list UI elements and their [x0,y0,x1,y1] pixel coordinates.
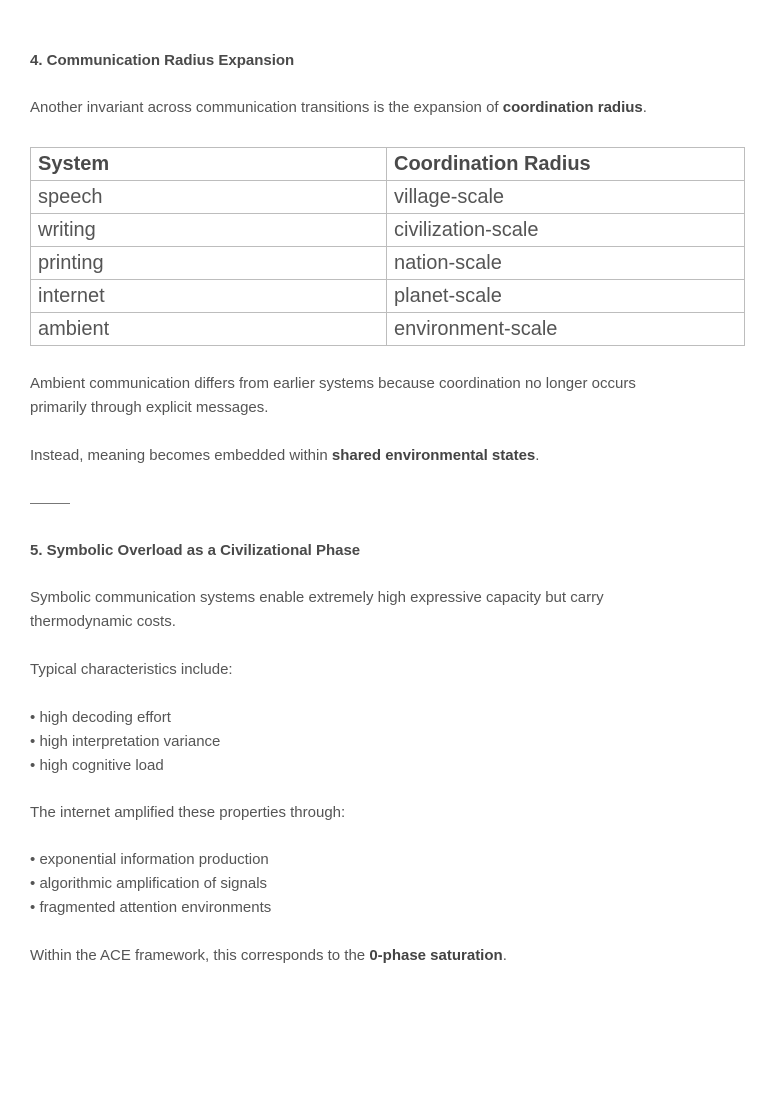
intro-end: . [642,99,647,116]
ace-framework-paragraph [30,944,507,968]
list-item [30,872,271,896]
bullet-icon: • [30,899,36,916]
table-header-coordination-radius: Coordination Radius [387,148,745,181]
table-row [31,280,745,313]
section-divider [30,503,70,504]
table-header-row [31,148,745,181]
section-heading-symbolic-overload: 5. Symbolic Overload as a Civilizational Phase [30,542,361,559]
bullet-icon: • [30,875,36,892]
table-row [31,181,745,214]
instead-end: . [535,447,540,464]
symbolic-communication-paragraph [30,586,604,634]
typical-characteristics-intro: Typical characteristics include: [30,661,233,678]
table-cell-system: printing [31,247,387,280]
bullet-icon: • [30,733,36,750]
list-item-text: high decoding effort [39,709,171,726]
amplifiers-list [30,848,271,920]
table-row [31,247,745,280]
ace-bold-term: 0-phase saturation [369,947,503,964]
ambient-line-1: Ambient communication differs from earlier systems because coordination no longer occurs [30,375,636,392]
list-item [30,730,220,754]
bullet-icon: • [30,851,36,868]
coordination-radius-table [30,147,745,346]
list-item [30,896,271,920]
symbolic-line-2: thermodynamic costs. [30,613,176,630]
instead-text: Instead, meaning becomes embedded within [30,447,332,464]
instead-bold-term: shared environmental states [331,447,536,464]
ace-text: Within the ACE framework, this corresponds to the [30,947,370,964]
table-cell-radius: environment-scale [387,313,745,346]
list-item-text: high cognitive load [39,757,164,774]
list-item-text: high interpretation variance [39,733,221,750]
table-cell-radius: planet-scale [387,280,745,313]
internet-amplified-intro: The internet amplified these properties through: [30,804,346,821]
list-item [30,848,271,872]
list-item-text: algorithmic amplification of signals [39,875,268,892]
table-cell-radius: village-scale [387,181,745,214]
characteristics-list [30,706,220,778]
table-cell-radius: civilization-scale [387,214,745,247]
section-heading-communication-radius: 4. Communication Radius Expansion [30,52,295,69]
table-header-system: System [31,148,387,181]
list-item-text: exponential information production [39,851,269,868]
intro-text: Another invariant across communication transitions is the expansion of [30,99,503,116]
ace-end: . [502,947,507,964]
table-cell-system: internet [31,280,387,313]
list-item-text: fragmented attention environments [39,899,272,916]
table-row [31,313,745,346]
bullet-icon: • [30,757,36,774]
table-cell-system: writing [31,214,387,247]
ambient-line-2: primarily through explicit messages. [30,399,269,416]
ambient-communication-paragraph [30,372,636,420]
shared-states-paragraph [30,444,539,468]
coordination-radius-intro [30,96,647,120]
bullet-icon: • [30,709,36,726]
table-cell-system: ambient [31,313,387,346]
table-cell-system: speech [31,181,387,214]
intro-bold-term: coordination radius [502,99,643,116]
list-item [30,754,220,778]
symbolic-line-1: Symbolic communication systems enable extremely high expressive capacity but carry [30,589,604,606]
table-row [31,214,745,247]
table-cell-radius: nation-scale [387,247,745,280]
list-item [30,706,220,730]
